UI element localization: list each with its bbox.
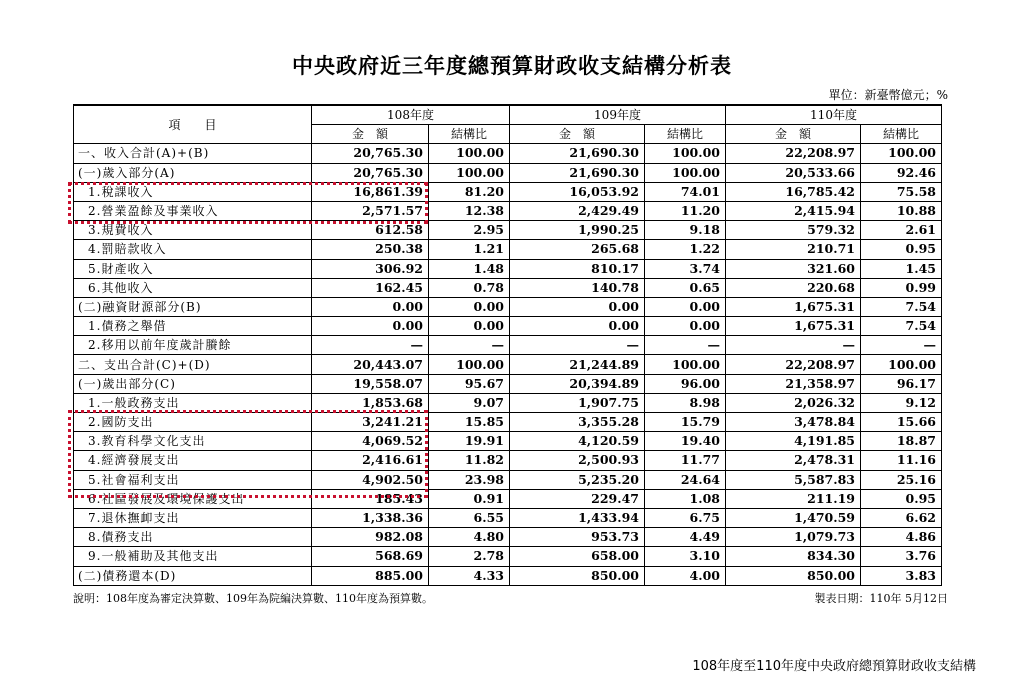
amount-110: 2,478.31 — [726, 451, 861, 470]
amount-109: 21,244.89 — [510, 355, 645, 374]
amount-108: 568.69 — [312, 547, 429, 566]
ratio-108: 100.00 — [429, 163, 510, 182]
amount-110: 1,675.31 — [726, 317, 861, 336]
unit-label: 單位：新臺幣億元；% — [828, 88, 948, 102]
ratio-header: 結構比 — [645, 125, 726, 144]
row-label: 一、收入合計(A)+(B) — [74, 144, 312, 163]
table-row — [74, 201, 942, 220]
ratio-109: 0.00 — [645, 317, 726, 336]
amount-109: 16,053.92 — [510, 182, 645, 201]
amount-108: 250.38 — [312, 240, 429, 259]
ratio-110: 10.88 — [861, 201, 942, 220]
amount-108: 20,443.07 — [312, 355, 429, 374]
amount-109: 0.00 — [510, 297, 645, 316]
amount-110: 22,208.97 — [726, 144, 861, 163]
amount-110: 22,208.97 — [726, 355, 861, 374]
budget-table — [73, 104, 942, 586]
amount-108: 20,765.30 — [312, 163, 429, 182]
ratio-108: 0.00 — [429, 297, 510, 316]
item-header: 項 目 — [74, 105, 312, 144]
ratio-110: 4.86 — [861, 528, 942, 547]
ratio-109: 3.74 — [645, 259, 726, 278]
ratio-108: 100.00 — [429, 144, 510, 163]
amount-110: 4,191.85 — [726, 432, 861, 451]
table-row — [74, 278, 942, 297]
ratio-110: 75.58 — [861, 182, 942, 201]
amount-header: 金 額 — [510, 125, 645, 144]
amount-108: 306.92 — [312, 259, 429, 278]
amount-109: 3,355.28 — [510, 413, 645, 432]
ratio-109: 0.65 — [645, 278, 726, 297]
ratio-108: 11.82 — [429, 451, 510, 470]
ratio-108: — — [429, 336, 510, 355]
ratio-109: 15.79 — [645, 413, 726, 432]
amount-110: 321.60 — [726, 259, 861, 278]
row-label: 2.營業盈餘及事業收入 — [74, 201, 312, 220]
row-label: 二、支出合計(C)+(D) — [74, 355, 312, 374]
amount-108: 4,069.52 — [312, 432, 429, 451]
row-label: 7.退休撫卹支出 — [74, 508, 312, 527]
row-label: (一)歲出部分(C) — [74, 374, 312, 393]
amount-109: 21,690.30 — [510, 144, 645, 163]
amount-108: 3,241.21 — [312, 413, 429, 432]
amount-109: 1,907.75 — [510, 393, 645, 412]
amount-108: 612.58 — [312, 221, 429, 240]
ratio-108: 9.07 — [429, 393, 510, 412]
amount-110: 1,470.59 — [726, 508, 861, 527]
ratio-108: 12.38 — [429, 201, 510, 220]
ratio-110: 92.46 — [861, 163, 942, 182]
amount-109: 229.47 — [510, 489, 645, 508]
amount-108: 20,765.30 — [312, 144, 429, 163]
amount-108: 885.00 — [312, 566, 429, 585]
row-label: 2.移用以前年度歲計賸餘 — [74, 336, 312, 355]
table-body — [74, 144, 942, 585]
row-label: 4.罰賠款收入 — [74, 240, 312, 259]
ratio-109: 4.49 — [645, 528, 726, 547]
ratio-109: 96.00 — [645, 374, 726, 393]
amount-110: 20,533.66 — [726, 163, 861, 182]
row-label: (一)歲入部分(A) — [74, 163, 312, 182]
amount-110: 220.68 — [726, 278, 861, 297]
amount-110: — — [726, 336, 861, 355]
ratio-109: 6.75 — [645, 508, 726, 527]
ratio-110: 7.54 — [861, 297, 942, 316]
ratio-110: 0.95 — [861, 489, 942, 508]
amount-109: 4,120.59 — [510, 432, 645, 451]
amount-109: 0.00 — [510, 317, 645, 336]
ratio-110: 2.61 — [861, 221, 942, 240]
amount-110: 850.00 — [726, 566, 861, 585]
table-row — [74, 182, 942, 201]
ratio-110: 15.66 — [861, 413, 942, 432]
ratio-109: 24.64 — [645, 470, 726, 489]
row-label: 6.其他收入 — [74, 278, 312, 297]
ratio-109: 100.00 — [645, 355, 726, 374]
row-label: (二)債務還本(D) — [74, 566, 312, 585]
table-row — [74, 413, 942, 432]
ratio-110: 1.45 — [861, 259, 942, 278]
amount-109: 1,990.25 — [510, 221, 645, 240]
ratio-109: 100.00 — [645, 163, 726, 182]
table-row — [74, 566, 942, 585]
amount-109: 265.68 — [510, 240, 645, 259]
amount-108: 19,558.07 — [312, 374, 429, 393]
ratio-108: 0.91 — [429, 489, 510, 508]
year-header-109: 109年度 — [510, 105, 726, 125]
amount-108: 1,853.68 — [312, 393, 429, 412]
amount-108: 0.00 — [312, 297, 429, 316]
amount-108: 1,338.36 — [312, 508, 429, 527]
amount-109: 1,433.94 — [510, 508, 645, 527]
ratio-108: 1.21 — [429, 240, 510, 259]
ratio-109: 100.00 — [645, 144, 726, 163]
ratio-header: 結構比 — [861, 125, 942, 144]
ratio-109: 1.22 — [645, 240, 726, 259]
table-row — [74, 508, 942, 527]
ratio-108: 4.33 — [429, 566, 510, 585]
ratio-110: 6.62 — [861, 508, 942, 527]
amount-108: 2,416.61 — [312, 451, 429, 470]
amount-108: 0.00 — [312, 317, 429, 336]
amount-108: — — [312, 336, 429, 355]
ratio-109: 3.10 — [645, 547, 726, 566]
table-row — [74, 336, 942, 355]
ratio-110: 3.83 — [861, 566, 942, 585]
ratio-110: — — [861, 336, 942, 355]
amount-109: 20,394.89 — [510, 374, 645, 393]
table-row — [74, 163, 942, 182]
row-label: 1.一般政務支出 — [74, 393, 312, 412]
amount-109: 953.73 — [510, 528, 645, 547]
amount-110: 3,478.84 — [726, 413, 861, 432]
amount-110: 1,079.73 — [726, 528, 861, 547]
table-row — [74, 259, 942, 278]
ratio-110: 25.16 — [861, 470, 942, 489]
ratio-108: 0.00 — [429, 317, 510, 336]
row-label: 3.規費收入 — [74, 221, 312, 240]
ratio-110: 96.17 — [861, 374, 942, 393]
amount-110: 1,675.31 — [726, 297, 861, 316]
row-label: 6.社區發展及環境保護支出 — [74, 489, 312, 508]
amount-108: 185.43 — [312, 489, 429, 508]
ratio-110: 0.99 — [861, 278, 942, 297]
table-row — [74, 547, 942, 566]
row-label: 5.社會福利支出 — [74, 470, 312, 489]
year-header-row — [74, 105, 942, 125]
ratio-109: 0.00 — [645, 297, 726, 316]
ratio-108: 100.00 — [429, 355, 510, 374]
amount-109: 21,690.30 — [510, 163, 645, 182]
ratio-108: 15.85 — [429, 413, 510, 432]
ratio-110: 0.95 — [861, 240, 942, 259]
ratio-108: 81.20 — [429, 182, 510, 201]
ratio-108: 1.48 — [429, 259, 510, 278]
ratio-110: 18.87 — [861, 432, 942, 451]
amount-header: 金 額 — [726, 125, 861, 144]
table-row — [74, 317, 942, 336]
ratio-109: 9.18 — [645, 221, 726, 240]
table-row — [74, 374, 942, 393]
table-row — [74, 489, 942, 508]
ratio-109: 74.01 — [645, 182, 726, 201]
row-label: 5.財產收入 — [74, 259, 312, 278]
amount-109: 5,235.20 — [510, 470, 645, 489]
ratio-110: 3.76 — [861, 547, 942, 566]
table-row — [74, 470, 942, 489]
amount-110: 834.30 — [726, 547, 861, 566]
row-label: 3.教育科學文化支出 — [74, 432, 312, 451]
table-row — [74, 221, 942, 240]
ratio-110: 7.54 — [861, 317, 942, 336]
amount-110: 5,587.83 — [726, 470, 861, 489]
ratio-108: 6.55 — [429, 508, 510, 527]
ratio-108: 23.98 — [429, 470, 510, 489]
table-date: 製表日期：110年 5月12日 — [814, 592, 948, 605]
figure-caption: 108年度至110年度中央政府總預算財政收支結構 — [692, 659, 976, 674]
table-row — [74, 240, 942, 259]
ratio-header: 結構比 — [429, 125, 510, 144]
ratio-110: 100.00 — [861, 355, 942, 374]
year-header-108: 108年度 — [312, 105, 510, 125]
table-row — [74, 355, 942, 374]
amount-110: 16,785.42 — [726, 182, 861, 201]
amount-108: 982.08 — [312, 528, 429, 547]
ratio-109: 11.77 — [645, 451, 726, 470]
amount-110: 2,026.32 — [726, 393, 861, 412]
amount-109: 810.17 — [510, 259, 645, 278]
table-row — [74, 451, 942, 470]
ratio-108: 95.67 — [429, 374, 510, 393]
row-label: 1.債務之舉借 — [74, 317, 312, 336]
amount-109: 2,500.93 — [510, 451, 645, 470]
amount-108: 16,861.39 — [312, 182, 429, 201]
ratio-108: 19.91 — [429, 432, 510, 451]
ratio-108: 2.95 — [429, 221, 510, 240]
ratio-110: 9.12 — [861, 393, 942, 412]
amount-108: 2,571.57 — [312, 201, 429, 220]
ratio-109: 1.08 — [645, 489, 726, 508]
amount-110: 21,358.97 — [726, 374, 861, 393]
row-label: 4.經濟發展支出 — [74, 451, 312, 470]
amount-109: — — [510, 336, 645, 355]
ratio-108: 0.78 — [429, 278, 510, 297]
page-title: 中央政府近三年度總預算財政收支結構分析表 — [292, 53, 732, 78]
table-row — [74, 528, 942, 547]
amount-109: 140.78 — [510, 278, 645, 297]
row-label: 1.稅課收入 — [74, 182, 312, 201]
ratio-108: 4.80 — [429, 528, 510, 547]
ratio-109: 11.20 — [645, 201, 726, 220]
amount-110: 579.32 — [726, 221, 861, 240]
table-row — [74, 393, 942, 412]
table-row — [74, 432, 942, 451]
amount-110: 211.19 — [726, 489, 861, 508]
ratio-109: 8.98 — [645, 393, 726, 412]
row-label: 9.一般補助及其他支出 — [74, 547, 312, 566]
ratio-109: 4.00 — [645, 566, 726, 585]
ratio-108: 2.78 — [429, 547, 510, 566]
amount-110: 2,415.94 — [726, 201, 861, 220]
amount-109: 2,429.49 — [510, 201, 645, 220]
amount-header: 金 額 — [312, 125, 429, 144]
ratio-110: 100.00 — [861, 144, 942, 163]
amount-110: 210.71 — [726, 240, 861, 259]
ratio-109: 19.40 — [645, 432, 726, 451]
year-header-110: 110年度 — [726, 105, 942, 125]
table-row — [74, 297, 942, 316]
row-label: 8.債務支出 — [74, 528, 312, 547]
amount-108: 4,902.50 — [312, 470, 429, 489]
amount-108: 162.45 — [312, 278, 429, 297]
row-label: (二)融資財源部分(B) — [74, 297, 312, 316]
amount-109: 658.00 — [510, 547, 645, 566]
row-label: 2.國防支出 — [74, 413, 312, 432]
footnote: 說明：108年度為審定決算數、109年為院編決算數、110年度為預算數。 — [73, 592, 433, 605]
amount-109: 850.00 — [510, 566, 645, 585]
ratio-110: 11.16 — [861, 451, 942, 470]
ratio-109: — — [645, 336, 726, 355]
table-row — [74, 144, 942, 163]
